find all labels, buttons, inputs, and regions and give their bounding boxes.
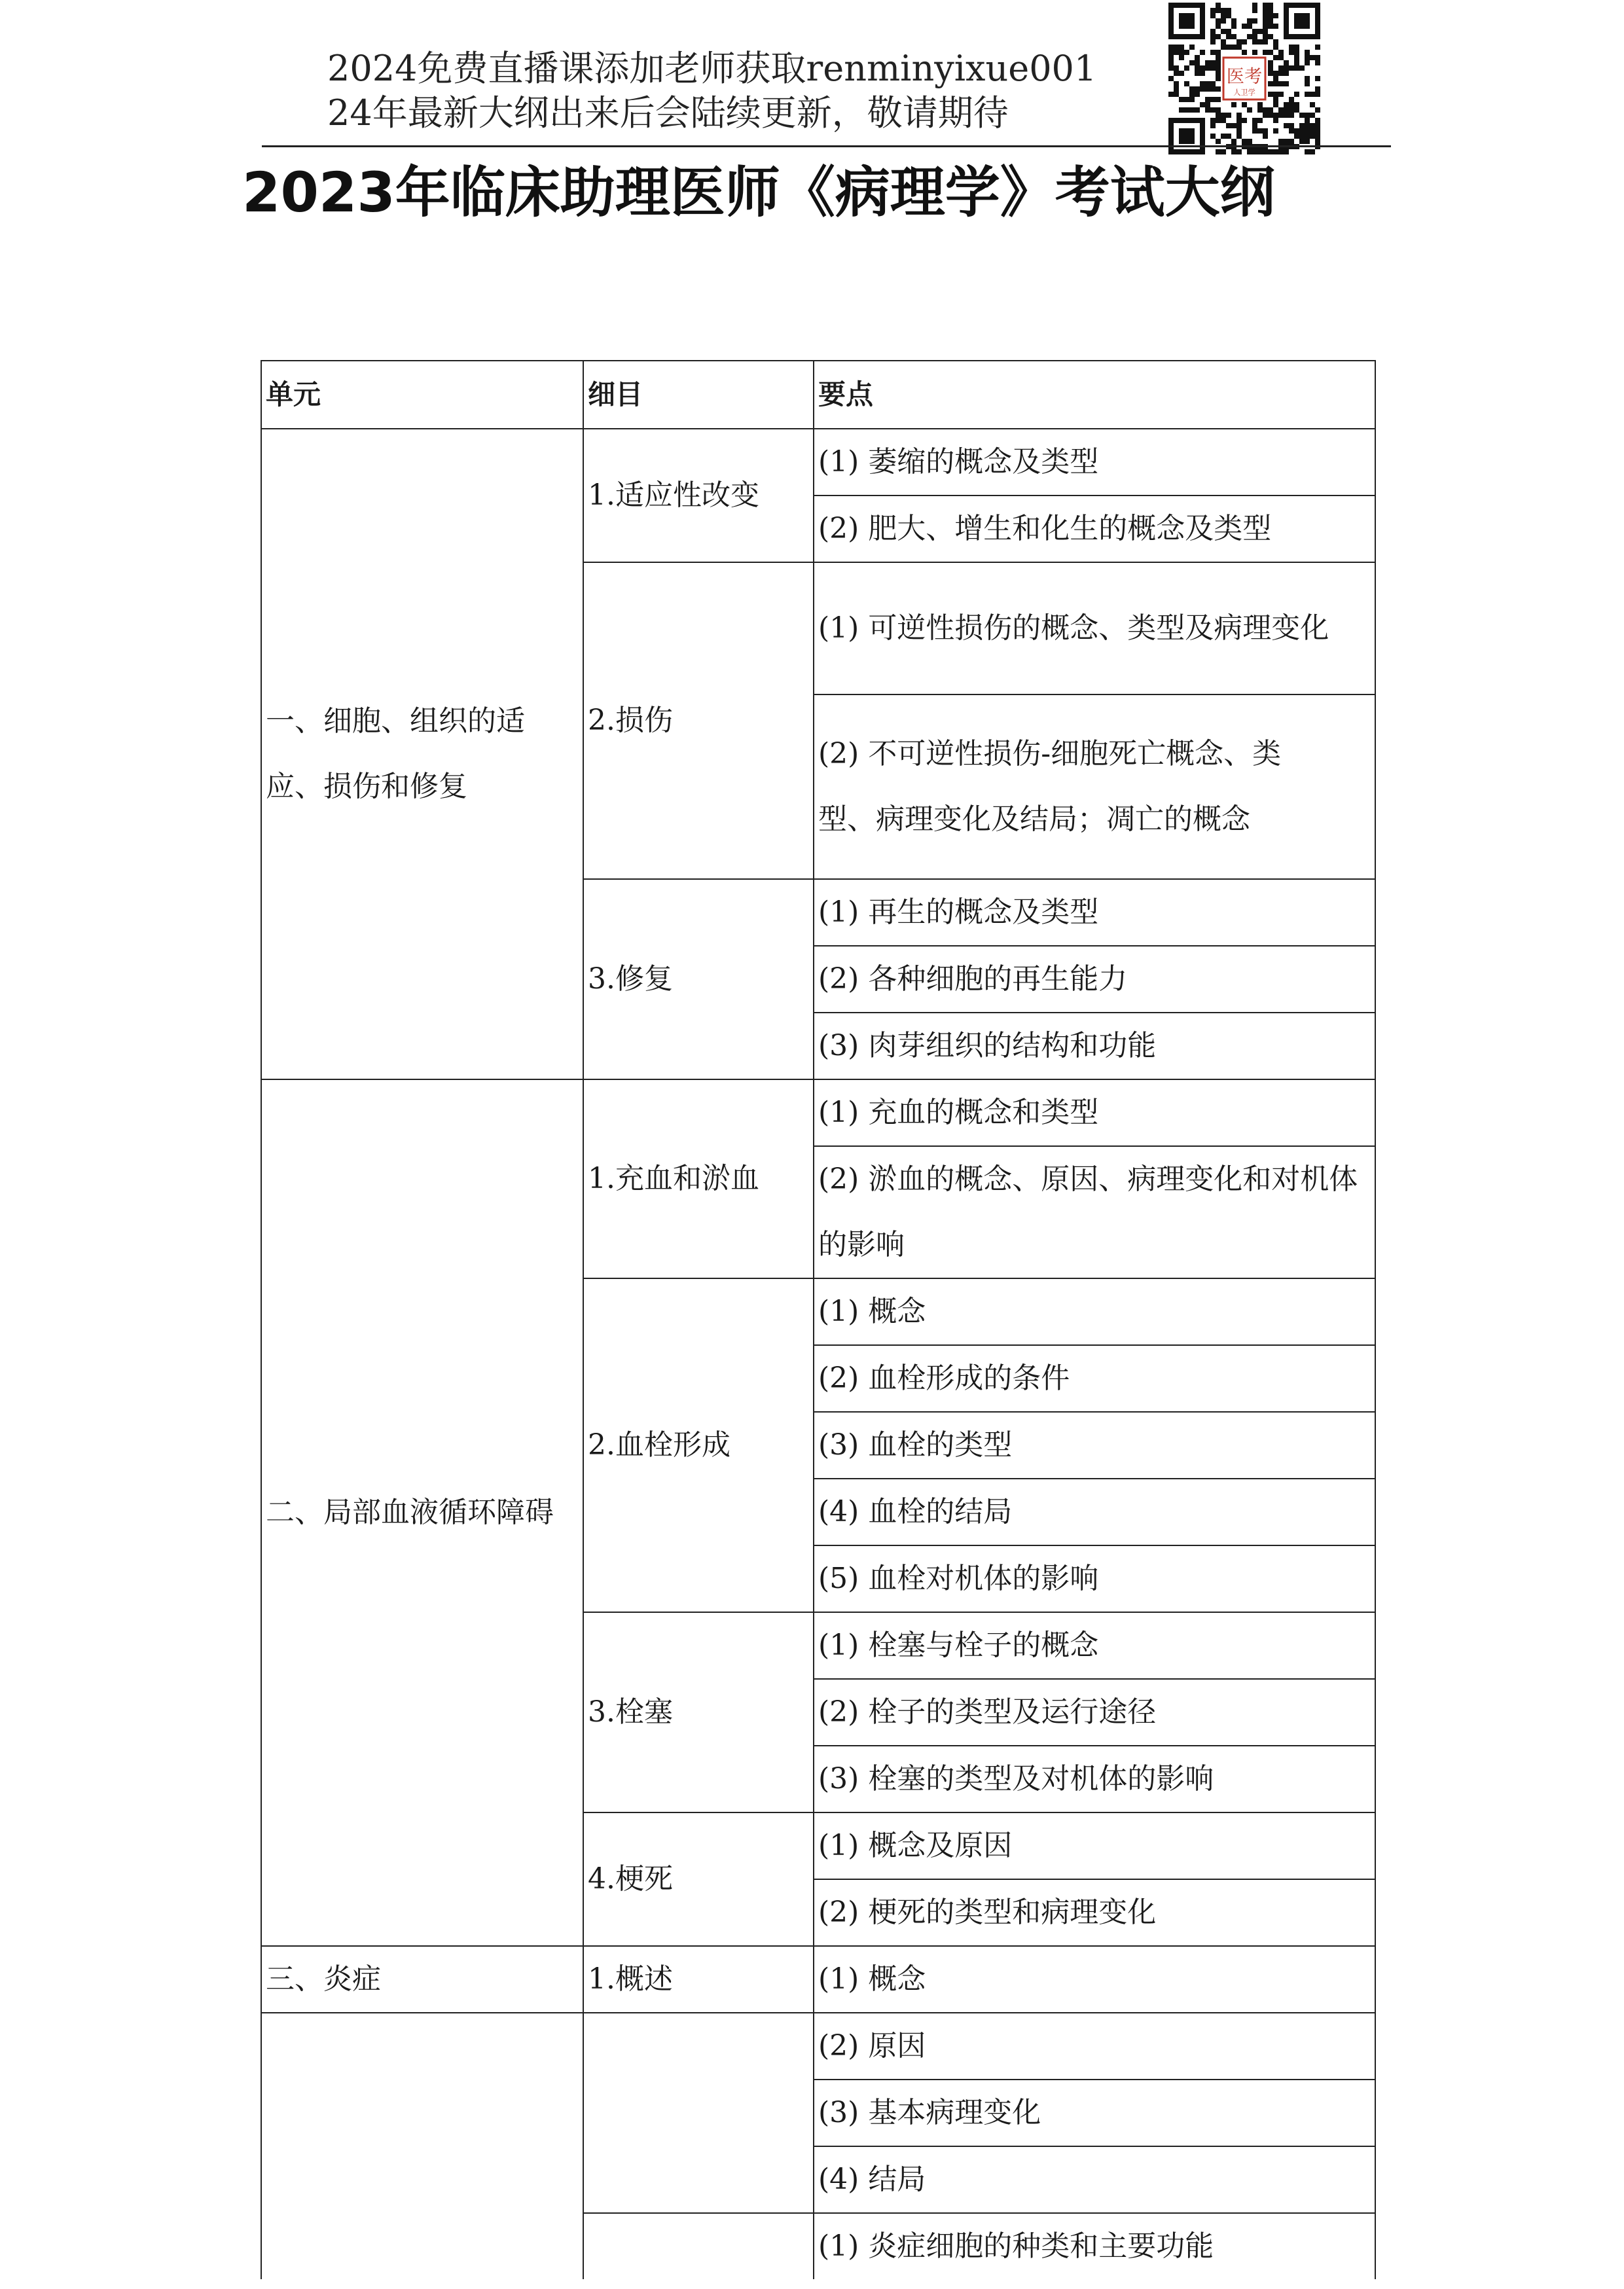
page-title: 2023年临床助理医师《病理学》考试大纲 (242, 160, 1275, 225)
header-item: 细目 (583, 361, 814, 429)
point-cell: (2) 各种细胞的再生能力 (814, 946, 1375, 1013)
point-cell (814, 694, 1375, 879)
point-cell: (3) 栓塞的类型及对机体的影响 (814, 1746, 1375, 1812)
point-cell: (1) 可逆性损伤的概念、类型及病理变化 (814, 562, 1375, 694)
point-cell: (1) 概念 (814, 1278, 1375, 1345)
header-point: 要点 (814, 361, 1375, 429)
point-line: (2) 不可逆性损伤-细胞死亡概念、类 (818, 737, 1282, 770)
point-cell: (1) 概念 (814, 1946, 1375, 2013)
unit-cell: 一、细胞、组织的适应、损伤和修复 (261, 429, 583, 1079)
point-cell: (1) 概念及原因 (814, 1812, 1375, 1879)
table-header-row (261, 361, 1375, 429)
point-cell: (4) 结局 (814, 2146, 1375, 2213)
point-cell: (1) 炎症细胞的种类和主要功能 (814, 2213, 1375, 2279)
point-cell: (1) 再生的概念及类型 (814, 879, 1375, 946)
point-cell: (3) 血栓的类型 (814, 1412, 1375, 1479)
item-cell: 1.充血和淤血 (583, 1079, 814, 1278)
table-row (261, 1079, 1375, 1146)
point-cell: (5) 血栓对机体的影响 (814, 1545, 1375, 1612)
table-row (261, 429, 1375, 496)
item-cell: 4.梗死 (583, 1812, 814, 1946)
point-cell: (3) 基本病理变化 (814, 2080, 1375, 2146)
header-unit: 单元 (261, 361, 583, 429)
item-cell (583, 2213, 814, 2279)
unit-cell-continued (261, 2013, 583, 2279)
point-cell: (2) 淤血的概念、原因、病理变化和对机体的影响 (814, 1146, 1375, 1278)
item-cell: 1.适应性改变 (583, 429, 814, 562)
table-row (261, 2013, 1375, 2080)
point-cell: (1) 栓塞与栓子的概念 (814, 1612, 1375, 1679)
qr-code-icon (1168, 3, 1320, 154)
point-cell: (1) 充血的概念和类型 (814, 1079, 1375, 1146)
item-cell: 3.修复 (583, 879, 814, 1079)
svg-text:人卫学: 人卫学 (1233, 88, 1255, 97)
unit-cell: 二、局部血液循环障碍 (261, 1079, 583, 1946)
outline-table (261, 360, 1376, 2279)
table-row (261, 1946, 1375, 2013)
point-cell: (2) 血栓形成的条件 (814, 1345, 1375, 1412)
point-cell: (2) 栓子的类型及运行途径 (814, 1679, 1375, 1746)
item-cell: 3.栓塞 (583, 1612, 814, 1812)
item-cell-continued (583, 2013, 814, 2213)
header-divider (262, 145, 1391, 147)
point-line: 型、病理变化及结局；凋亡的概念 (818, 802, 1250, 836)
point-cell: (3) 肉芽组织的结构和功能 (814, 1013, 1375, 1079)
point-cell: (2) 梗死的类型和病理变化 (814, 1879, 1375, 1946)
unit-cell: 三、炎症 (261, 1946, 583, 2013)
point-cell: (1) 萎缩的概念及类型 (814, 429, 1375, 496)
item-cell: 2.损伤 (583, 562, 814, 879)
point-cell: (2) 原因 (814, 2013, 1375, 2080)
point-cell: (4) 血栓的结局 (814, 1479, 1375, 1545)
header-line-2: 24年最新大纲出来后会陆续更新，敬请期待 (327, 92, 1009, 134)
item-cell: 2.血栓形成 (583, 1278, 814, 1612)
svg-text:医考: 医考 (1226, 66, 1263, 87)
header-line-1: 2024免费直播课添加老师获取renminyixue001 (327, 48, 1097, 89)
item-cell: 1.概述 (583, 1946, 814, 2013)
point-cell: (2) 肥大、增生和化生的概念及类型 (814, 496, 1375, 562)
